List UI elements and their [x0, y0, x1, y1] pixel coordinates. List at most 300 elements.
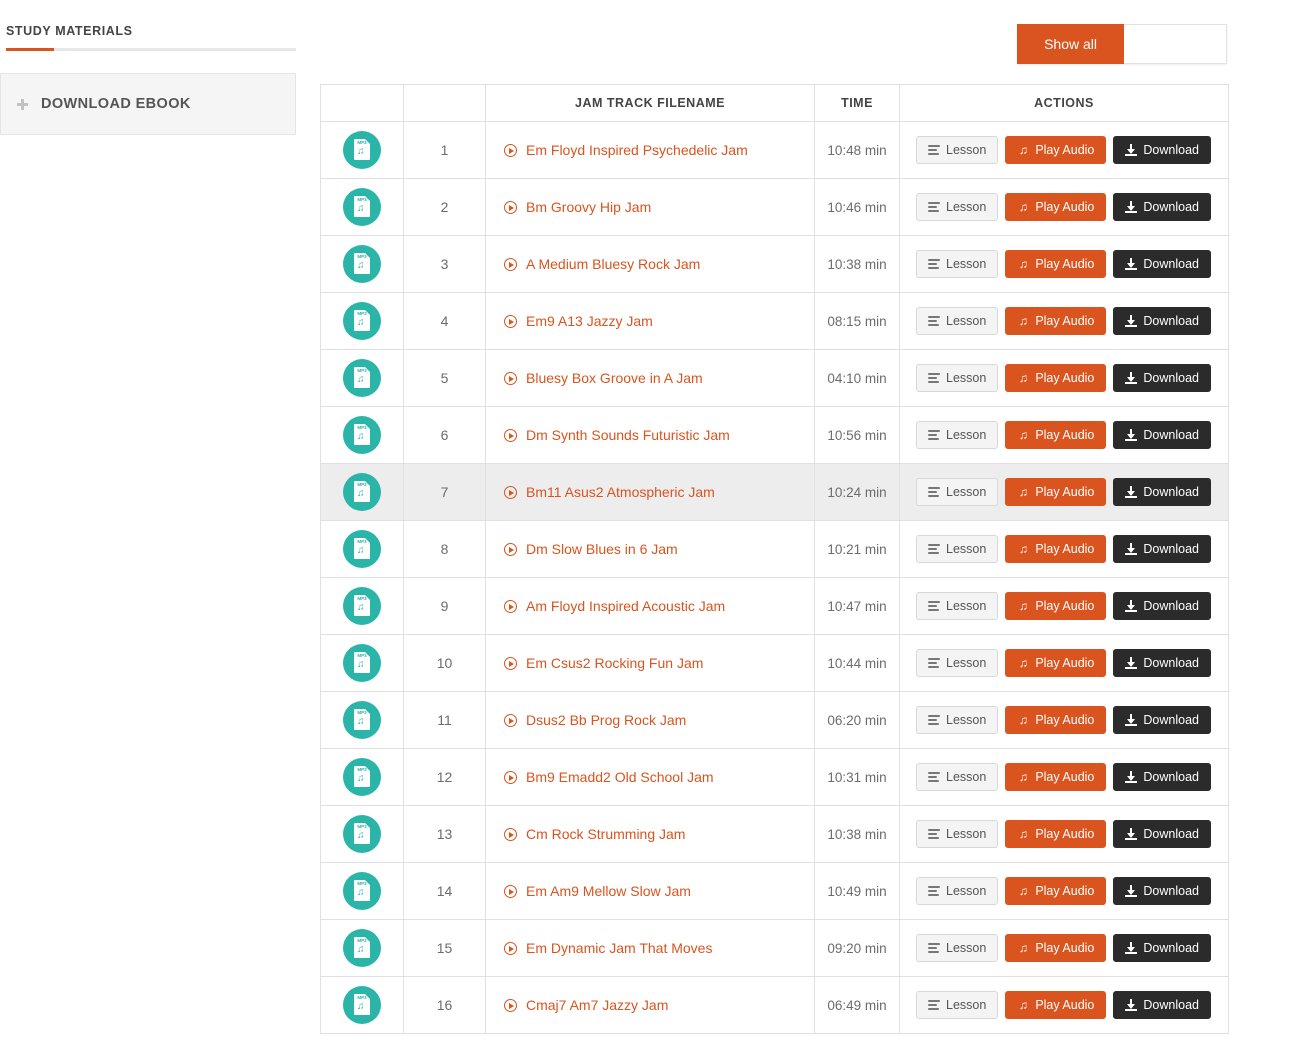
table-row[interactable] — [321, 179, 1229, 236]
sidebar-item-label: DOWNLOAD EBOOK — [41, 96, 191, 112]
play-audio-button[interactable] — [1005, 193, 1106, 221]
table-row[interactable] — [321, 635, 1229, 692]
play-audio-button-label: Play Audio — [1035, 712, 1095, 727]
play-circle-icon[interactable] — [504, 885, 517, 898]
jam-track-table-container — [320, 84, 1228, 1034]
play-audio-button[interactable] — [1005, 421, 1106, 449]
play-audio-button[interactable] — [1005, 877, 1106, 905]
row-actions-cell — [900, 749, 1229, 806]
lesson-button[interactable] — [916, 649, 998, 677]
row-duration: 06:49 min — [815, 977, 900, 1034]
lesson-button[interactable] — [916, 478, 998, 506]
jam-track-link[interactable]: Bm9 Emadd2 Old School Jam — [526, 769, 714, 785]
lesson-button-label: Lesson — [946, 256, 987, 271]
download-button-label: Download — [1143, 655, 1199, 670]
download-button[interactable] — [1113, 649, 1211, 677]
table-row[interactable] — [321, 977, 1229, 1034]
row-filename-cell — [486, 863, 815, 920]
play-circle-icon[interactable] — [504, 999, 517, 1012]
row-filename-cell — [486, 350, 815, 407]
download-button-label: Download — [1143, 142, 1199, 157]
sidebar-item-download-ebook[interactable] — [0, 73, 296, 135]
download-icon — [1125, 714, 1137, 726]
column-header-number — [404, 85, 486, 122]
table-row[interactable] — [321, 920, 1229, 977]
download-icon — [1125, 600, 1137, 612]
download-button[interactable] — [1113, 535, 1211, 563]
music-note-icon: ♫ — [1018, 770, 1028, 784]
jam-track-link[interactable]: Cmaj7 Am7 Jazzy Jam — [526, 997, 669, 1013]
lines-icon — [928, 714, 940, 726]
download-icon — [1125, 258, 1137, 270]
play-circle-icon[interactable] — [504, 828, 517, 841]
play-audio-button-label: Play Audio — [1035, 769, 1095, 784]
row-icon-cell — [321, 122, 404, 179]
play-circle-icon[interactable] — [504, 543, 517, 556]
row-icon-cell — [321, 749, 404, 806]
download-icon — [1125, 372, 1137, 384]
lesson-button[interactable] — [916, 820, 998, 848]
download-button[interactable] — [1113, 307, 1211, 335]
row-number: 4 — [404, 293, 486, 350]
row-actions-cell — [900, 464, 1229, 521]
row-icon-cell — [321, 977, 404, 1034]
mp3-file-icon: MP3 ♫ — [343, 188, 381, 226]
row-icon-cell — [321, 521, 404, 578]
mp3-file-icon: MP3 ♫ — [343, 587, 381, 625]
table-body — [321, 122, 1229, 1034]
lesson-button[interactable] — [916, 307, 998, 335]
play-audio-button[interactable] — [1005, 136, 1106, 164]
row-filename-cell — [486, 806, 815, 863]
download-button[interactable] — [1113, 421, 1211, 449]
play-audio-button[interactable] — [1005, 535, 1106, 563]
download-icon — [1125, 486, 1137, 498]
table-row[interactable] — [321, 464, 1229, 521]
lines-icon — [928, 999, 940, 1011]
row-duration: 10:44 min — [815, 635, 900, 692]
download-button-label: Download — [1143, 256, 1199, 271]
download-icon — [1125, 999, 1137, 1011]
row-duration: 04:10 min — [815, 350, 900, 407]
play-audio-button-label: Play Audio — [1035, 256, 1095, 271]
music-note-icon: ♫ — [1018, 542, 1028, 556]
row-number: 10 — [404, 635, 486, 692]
row-number: 11 — [404, 692, 486, 749]
lesson-button-label: Lesson — [946, 997, 987, 1012]
row-number: 14 — [404, 863, 486, 920]
table-header — [321, 85, 1229, 122]
play-audio-button-label: Play Audio — [1035, 655, 1095, 670]
jam-track-link[interactable]: Cm Rock Strumming Jam — [526, 826, 686, 842]
play-circle-icon[interactable] — [504, 144, 517, 157]
row-filename-cell — [486, 464, 815, 521]
download-button[interactable] — [1113, 478, 1211, 506]
lesson-button[interactable] — [916, 364, 998, 392]
play-audio-button-label: Play Audio — [1035, 199, 1095, 214]
row-icon-cell — [321, 635, 404, 692]
play-circle-icon[interactable] — [504, 942, 517, 955]
row-actions-cell — [900, 179, 1229, 236]
show-all-button[interactable]: Show all — [1017, 24, 1124, 64]
play-audio-button-label: Play Audio — [1035, 997, 1095, 1012]
lesson-button[interactable] — [916, 991, 998, 1019]
column-header-icon — [321, 85, 404, 122]
play-circle-icon[interactable] — [504, 372, 517, 385]
row-icon-cell — [321, 236, 404, 293]
jam-track-link[interactable]: Dsus2 Bb Prog Rock Jam — [526, 712, 687, 728]
lesson-button[interactable] — [916, 421, 998, 449]
row-duration: 10:46 min — [815, 179, 900, 236]
table-row[interactable] — [321, 692, 1229, 749]
jam-track-link[interactable]: Bluesy Box Groove in A Jam — [526, 370, 703, 386]
lesson-button[interactable] — [916, 136, 998, 164]
mp3-file-icon: MP3 ♫ — [343, 245, 381, 283]
lines-icon — [928, 372, 940, 384]
music-note-icon: ♫ — [1018, 998, 1028, 1012]
jam-track-link[interactable]: Bm11 Asus2 Atmospheric Jam — [526, 484, 715, 500]
row-duration: 10:21 min — [815, 521, 900, 578]
lesson-button[interactable] — [916, 250, 998, 278]
row-actions-cell — [900, 692, 1229, 749]
play-audio-button-label: Play Audio — [1035, 370, 1095, 385]
play-audio-button-label: Play Audio — [1035, 142, 1095, 157]
lesson-button-label: Lesson — [946, 142, 987, 157]
row-actions-cell — [900, 293, 1229, 350]
sidebar-divider — [6, 48, 296, 51]
lesson-button[interactable] — [916, 877, 998, 905]
row-number: 1 — [404, 122, 486, 179]
row-actions-cell — [900, 578, 1229, 635]
row-icon-cell — [321, 578, 404, 635]
download-button[interactable] — [1113, 136, 1211, 164]
lesson-button[interactable] — [916, 193, 998, 221]
row-filename-cell — [486, 236, 815, 293]
download-button-label: Download — [1143, 826, 1199, 841]
filter-buttons — [1017, 24, 1227, 64]
lesson-button[interactable] — [916, 763, 998, 791]
play-audio-button-label: Play Audio — [1035, 940, 1095, 955]
row-number: 2 — [404, 179, 486, 236]
download-button[interactable] — [1113, 364, 1211, 392]
mp3-file-icon: MP3 ♫ — [343, 530, 381, 568]
table-row[interactable] — [321, 407, 1229, 464]
music-note-icon: ♫ — [1018, 371, 1028, 385]
row-icon-cell — [321, 692, 404, 749]
mp3-file-icon: MP3 ♫ — [343, 473, 381, 511]
column-header-time: TIME — [815, 85, 900, 122]
jam-track-link[interactable]: Em Dynamic Jam That Moves — [526, 940, 713, 956]
lesson-button-label: Lesson — [946, 598, 987, 613]
download-button-label: Download — [1143, 541, 1199, 556]
row-actions-cell — [900, 920, 1229, 977]
play-circle-icon[interactable] — [504, 771, 517, 784]
lesson-button[interactable] — [916, 706, 998, 734]
music-note-icon: ♫ — [1018, 713, 1028, 727]
play-audio-button[interactable] — [1005, 364, 1106, 392]
mp3-file-icon: MP3 ♫ — [343, 872, 381, 910]
row-duration: 10:48 min — [815, 122, 900, 179]
download-button-label: Download — [1143, 427, 1199, 442]
row-icon-cell — [321, 293, 404, 350]
download-button[interactable] — [1113, 706, 1211, 734]
play-audio-button-label: Play Audio — [1035, 541, 1095, 556]
lesson-button[interactable] — [916, 934, 998, 962]
mp3-file-icon: MP3 ♫ — [343, 644, 381, 682]
lines-icon — [928, 144, 940, 156]
secondary-filter-button[interactable] — [1124, 24, 1227, 64]
row-duration: 08:15 min — [815, 293, 900, 350]
download-button-label: Download — [1143, 313, 1199, 328]
download-icon — [1125, 429, 1137, 441]
play-circle-icon[interactable] — [504, 657, 517, 670]
lines-icon — [928, 885, 940, 897]
download-icon — [1125, 885, 1137, 897]
row-number: 5 — [404, 350, 486, 407]
row-actions-cell — [900, 635, 1229, 692]
mp3-file-icon: MP3 ♫ — [343, 986, 381, 1024]
row-actions-cell — [900, 977, 1229, 1034]
play-audio-button[interactable] — [1005, 991, 1106, 1019]
download-button-label: Download — [1143, 940, 1199, 955]
download-button-label: Download — [1143, 997, 1199, 1012]
play-circle-icon[interactable] — [504, 714, 517, 727]
download-button-label: Download — [1143, 370, 1199, 385]
lines-icon — [928, 828, 940, 840]
download-icon — [1125, 144, 1137, 156]
play-circle-icon[interactable] — [504, 429, 517, 442]
jam-track-table — [320, 84, 1229, 1034]
music-note-icon: ♫ — [1018, 200, 1028, 214]
download-icon — [1125, 543, 1137, 555]
lesson-button[interactable] — [916, 535, 998, 563]
lesson-button-label: Lesson — [946, 199, 987, 214]
lesson-button-label: Lesson — [946, 883, 987, 898]
jam-track-link[interactable]: Dm Slow Blues in 6 Jam — [526, 541, 678, 557]
table-row[interactable] — [321, 749, 1229, 806]
music-note-icon: ♫ — [1018, 884, 1028, 898]
row-filename-cell — [486, 692, 815, 749]
row-number: 3 — [404, 236, 486, 293]
row-duration: 10:38 min — [815, 236, 900, 293]
row-duration: 06:20 min — [815, 692, 900, 749]
row-number: 8 — [404, 521, 486, 578]
music-note-icon: ♫ — [1018, 656, 1028, 670]
row-number: 9 — [404, 578, 486, 635]
play-circle-icon[interactable] — [504, 315, 517, 328]
row-filename-cell — [486, 179, 815, 236]
play-audio-button[interactable] — [1005, 763, 1106, 791]
jam-track-link[interactable]: Dm Synth Sounds Futuristic Jam — [526, 427, 730, 443]
download-button-label: Download — [1143, 769, 1199, 784]
row-duration: 10:47 min — [815, 578, 900, 635]
mp3-file-icon: MP3 ♫ — [343, 815, 381, 853]
jam-track-link[interactable]: A Medium Bluesy Rock Jam — [526, 256, 701, 272]
download-button[interactable] — [1113, 193, 1211, 221]
mp3-file-icon: MP3 ♫ — [343, 758, 381, 796]
music-note-icon: ♫ — [1018, 143, 1028, 157]
play-circle-icon[interactable] — [504, 486, 517, 499]
lesson-button-label: Lesson — [946, 313, 987, 328]
music-note-icon: ♫ — [1018, 599, 1028, 613]
play-audio-button[interactable] — [1005, 592, 1106, 620]
jam-track-link[interactable]: Bm Groovy Hip Jam — [526, 199, 652, 215]
play-audio-button-label: Play Audio — [1035, 598, 1095, 613]
lines-icon — [928, 657, 940, 669]
row-actions-cell — [900, 236, 1229, 293]
row-number: 7 — [404, 464, 486, 521]
play-circle-icon[interactable] — [504, 201, 517, 214]
music-note-icon: ♫ — [1018, 941, 1028, 955]
table-row[interactable] — [321, 293, 1229, 350]
lesson-button-label: Lesson — [946, 712, 987, 727]
row-duration: 10:31 min — [815, 749, 900, 806]
row-duration: 09:20 min — [815, 920, 900, 977]
lines-icon — [928, 543, 940, 555]
play-audio-button-label: Play Audio — [1035, 313, 1095, 328]
lines-icon — [928, 771, 940, 783]
mp3-file-icon: MP3 ♫ — [343, 359, 381, 397]
lines-icon — [928, 258, 940, 270]
row-number: 15 — [404, 920, 486, 977]
jam-track-link[interactable]: Am Floyd Inspired Acoustic Jam — [526, 598, 726, 614]
download-button[interactable] — [1113, 250, 1211, 278]
row-filename-cell — [486, 578, 815, 635]
lines-icon — [928, 201, 940, 213]
music-note-icon: ♫ — [1018, 428, 1028, 442]
row-duration: 10:24 min — [815, 464, 900, 521]
jam-track-link[interactable]: Em Csus2 Rocking Fun Jam — [526, 655, 704, 671]
download-button[interactable] — [1113, 820, 1211, 848]
row-filename-cell — [486, 293, 815, 350]
sidebar-title: STUDY MATERIALS — [6, 24, 133, 38]
row-icon-cell — [321, 806, 404, 863]
mp3-file-icon: MP3 ♫ — [343, 131, 381, 169]
download-icon — [1125, 201, 1137, 213]
music-note-icon: ♫ — [1018, 314, 1028, 328]
row-number: 6 — [404, 407, 486, 464]
lesson-button-label: Lesson — [946, 427, 987, 442]
play-audio-button[interactable] — [1005, 820, 1106, 848]
play-audio-button[interactable] — [1005, 307, 1106, 335]
row-filename-cell — [486, 635, 815, 692]
play-audio-button-label: Play Audio — [1035, 484, 1095, 499]
row-filename-cell — [486, 122, 815, 179]
jam-track-link[interactable]: Em Floyd Inspired Psychedelic Jam — [526, 142, 748, 158]
lesson-button[interactable] — [916, 592, 998, 620]
download-button[interactable] — [1113, 763, 1211, 791]
row-actions-cell — [900, 863, 1229, 920]
row-icon-cell — [321, 407, 404, 464]
row-icon-cell — [321, 464, 404, 521]
row-number: 13 — [404, 806, 486, 863]
mp3-file-icon: MP3 ♫ — [343, 416, 381, 454]
mp3-file-icon: MP3 ♫ — [343, 929, 381, 967]
lesson-button-label: Lesson — [946, 484, 987, 499]
lesson-button-label: Lesson — [946, 826, 987, 841]
table-row[interactable] — [321, 122, 1229, 179]
download-button-label: Download — [1143, 484, 1199, 499]
play-audio-button[interactable] — [1005, 250, 1106, 278]
table-row[interactable] — [321, 521, 1229, 578]
lines-icon — [928, 486, 940, 498]
row-actions-cell — [900, 407, 1229, 464]
music-note-icon: ♫ — [1018, 485, 1028, 499]
download-button[interactable] — [1113, 592, 1211, 620]
sidebar — [0, 0, 296, 135]
row-icon-cell — [321, 179, 404, 236]
row-actions-cell — [900, 806, 1229, 863]
lesson-button-label: Lesson — [946, 940, 987, 955]
table-row[interactable] — [321, 863, 1229, 920]
download-icon — [1125, 828, 1137, 840]
row-duration: 10:56 min — [815, 407, 900, 464]
download-icon — [1125, 657, 1137, 669]
download-button-label: Download — [1143, 199, 1199, 214]
row-number: 12 — [404, 749, 486, 806]
music-note-icon: ♫ — [1018, 257, 1028, 271]
download-icon — [1125, 942, 1137, 954]
row-actions-cell — [900, 122, 1229, 179]
plus-icon — [17, 99, 28, 110]
play-audio-button[interactable] — [1005, 649, 1106, 677]
download-button[interactable] — [1113, 877, 1211, 905]
download-button-label: Download — [1143, 883, 1199, 898]
row-icon-cell — [321, 863, 404, 920]
lesson-button-label: Lesson — [946, 769, 987, 784]
play-audio-button[interactable] — [1005, 478, 1106, 506]
jam-track-link[interactable]: Em9 A13 Jazzy Jam — [526, 313, 653, 329]
download-button-label: Download — [1143, 712, 1199, 727]
play-audio-button[interactable] — [1005, 934, 1106, 962]
column-header-actions: ACTIONS — [900, 85, 1229, 122]
play-audio-button-label: Play Audio — [1035, 883, 1095, 898]
row-filename-cell — [486, 407, 815, 464]
row-number: 16 — [404, 977, 486, 1034]
download-button[interactable] — [1113, 991, 1211, 1019]
play-audio-button-label: Play Audio — [1035, 826, 1095, 841]
row-filename-cell — [486, 521, 815, 578]
row-duration: 10:38 min — [815, 806, 900, 863]
row-filename-cell — [486, 920, 815, 977]
lines-icon — [928, 429, 940, 441]
lines-icon — [928, 315, 940, 327]
lesson-button-label: Lesson — [946, 655, 987, 670]
play-circle-icon[interactable] — [504, 258, 517, 271]
download-icon — [1125, 315, 1137, 327]
table-row[interactable] — [321, 236, 1229, 293]
mp3-file-icon: MP3 ♫ — [343, 701, 381, 739]
row-actions-cell — [900, 350, 1229, 407]
play-audio-button-label: Play Audio — [1035, 427, 1095, 442]
lesson-button-label: Lesson — [946, 541, 987, 556]
lesson-button-label: Lesson — [946, 370, 987, 385]
table-row[interactable] — [321, 350, 1229, 407]
play-circle-icon[interactable] — [504, 600, 517, 613]
table-row[interactable] — [321, 578, 1229, 635]
table-row[interactable] — [321, 806, 1229, 863]
download-icon — [1125, 771, 1137, 783]
music-note-icon: ♫ — [1018, 827, 1028, 841]
play-audio-button[interactable] — [1005, 706, 1106, 734]
download-button[interactable] — [1113, 934, 1211, 962]
row-actions-cell — [900, 521, 1229, 578]
jam-track-link[interactable]: Em Am9 Mellow Slow Jam — [526, 883, 691, 899]
mp3-file-icon: MP3 ♫ — [343, 302, 381, 340]
row-filename-cell — [486, 977, 815, 1034]
lines-icon — [928, 942, 940, 954]
lines-icon — [928, 600, 940, 612]
